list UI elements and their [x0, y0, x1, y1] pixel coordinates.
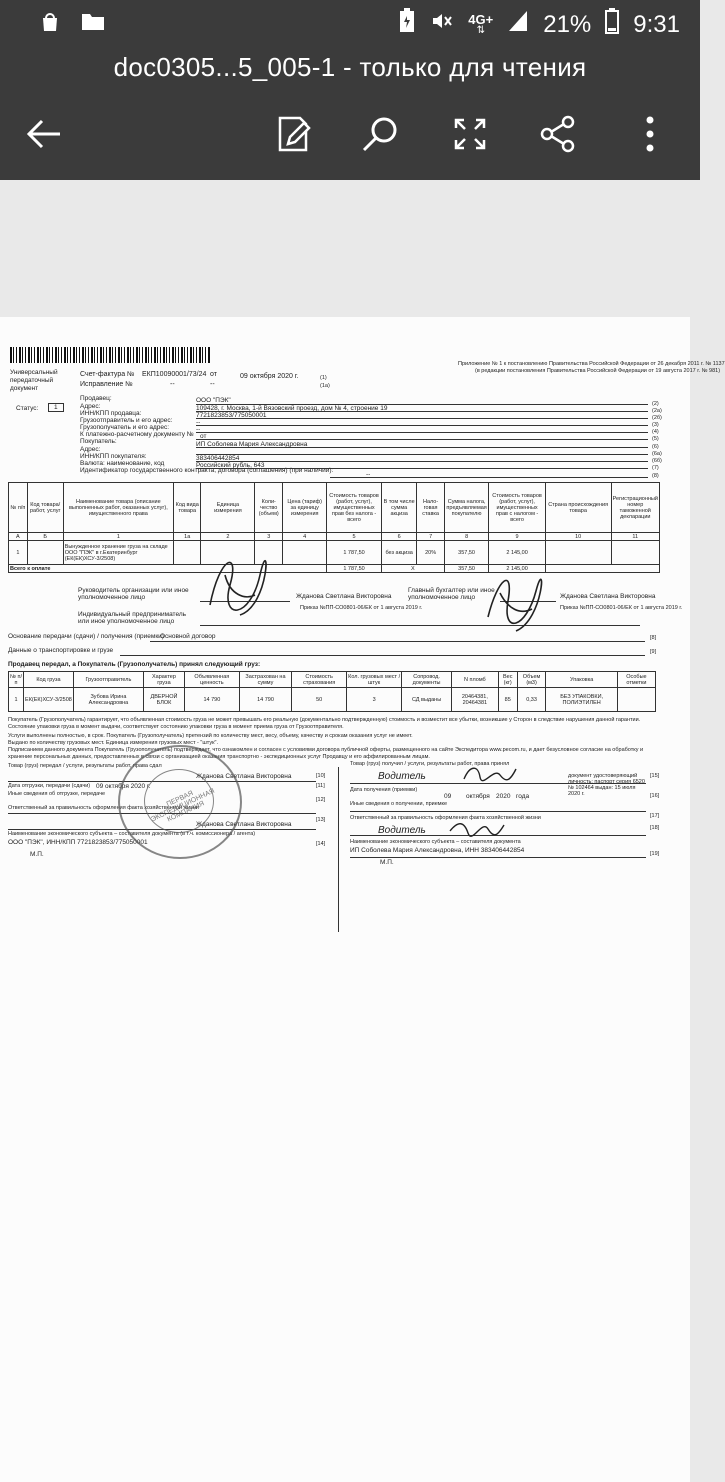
col-num-7: 7: [417, 533, 444, 541]
cargo-nature: ДВЕРНОЙ БЛОК: [143, 688, 184, 712]
cargo-volume: 0,33: [517, 688, 546, 712]
col-num-8: 8: [444, 533, 489, 541]
app-bar: [0, 46, 700, 180]
responsible-right: Ответственный за правильность оформления факта хозяйственной жизни: [350, 815, 541, 821]
th-price: Цена (тариф) за единицу измерения: [283, 483, 327, 533]
code-18: [18]: [650, 825, 660, 831]
correction-value: --: [170, 381, 175, 388]
cargo-th-places: Кол. грузовых мест / штук: [348, 673, 401, 686]
stamp-text: ПЕРВАЯ ЭКСПЕДИЦИОННАЯ КОМПАНИЯ: [150, 787, 216, 824]
total-tax: 357,50: [444, 565, 489, 573]
col-num-2: 2: [201, 533, 255, 541]
cargo-th-code: Код груза: [24, 672, 74, 688]
col-num-1a: 1а: [174, 533, 201, 541]
received-label: Товар (груз) получил / услуги, результаты работ, права принял: [350, 761, 510, 767]
search-button[interactable]: [358, 112, 402, 156]
order-right: Приказ №ПП-СО0801-06/ЕК от 1 августа 2019 г.: [560, 605, 683, 611]
network-4g-icon: 4G+ ⇅: [468, 11, 494, 36]
inn-label: ИНН/КПП продавца:: [80, 410, 142, 417]
row-amount: 1 787,50: [327, 541, 382, 565]
total-x: X: [381, 565, 444, 573]
entity-right-value: ИП Соболева Мария Александровна, ИНН 383406442854: [350, 847, 525, 854]
status-bar: [0, 0, 700, 46]
more-options-button[interactable]: [628, 112, 672, 156]
order-left: Приказ №ПП-СО0801-06/ЕК от 1 августа 2019 г.: [300, 605, 423, 611]
cargo-th-insurance: Стоимость страхования: [292, 672, 347, 688]
cargo-packing: БЕЗ УПАКОВКИ, ПОЛИЭТИЛЕН: [546, 688, 617, 712]
battery-icon: [605, 8, 619, 41]
col-num-10: 10: [545, 533, 611, 541]
buyer-inn-value: 383406442854: [196, 455, 240, 462]
row-excise: без акциза: [381, 541, 417, 565]
cargo-docs: СД выданы: [402, 688, 452, 712]
code-1a: (1а): [320, 383, 330, 389]
cargo-th-declared: Объявленная ценность: [184, 672, 239, 688]
document-title: doc0305...5_005-1 - только для чтения: [113, 52, 587, 82]
document-page: [0, 317, 725, 1482]
entity-left-label: Наименование экономического субъекта – составителя документа (в т.ч. комиссионера / агента): [8, 831, 256, 837]
line-code-2b: (2б): [652, 415, 662, 421]
code-13: [13]: [316, 817, 326, 823]
buyer-address-label: Адрес:: [80, 446, 101, 453]
total-label: Всего к оплате: [9, 565, 327, 573]
cargo-th-seals: N пломб: [452, 672, 499, 688]
folder-icon: [80, 10, 106, 39]
code-19: [19]: [650, 851, 660, 857]
passport-note: документ удостоверяющий личность: паспорт серия 6520 № 102464 выдан: 15 июля 2020 г.: [568, 773, 645, 797]
correction-label: Исправление №: [80, 381, 133, 388]
code-11: [11]: [316, 783, 325, 789]
entity-left-value: ООО "ПЭК", ИНН/КПП 7721823853/775050001: [8, 839, 148, 846]
cargo-weight: 85: [498, 688, 517, 712]
table-row: [9, 541, 660, 565]
signature-receiver-1: [460, 763, 520, 785]
th-amount: Стоимость товаров (работ, услуг), имущественных прав без налога - всего: [327, 483, 382, 533]
col-num-6: 6: [381, 533, 417, 541]
row-name: Вынужденное хранение груза на складе ООО "ПЭК" в г.Екатеринбург (ЕК(ЕК)ХСУ-3/2508): [63, 541, 173, 565]
code-1: (1): [320, 375, 327, 381]
row-total: 2 145,00: [489, 541, 545, 565]
total-row: [9, 565, 660, 573]
buyer-value: ИП Соболева Мария Александровна: [196, 441, 308, 448]
line-code-2a: (2а): [652, 408, 662, 414]
row-tax: 357,50: [444, 541, 489, 565]
code-12: [12]: [316, 797, 326, 803]
cargo-heading: Продавец передал, а Покупатель (Грузополучатель) принял следующий груз:: [8, 661, 261, 668]
invoice-label: Счет-фактура №: [80, 371, 135, 378]
doc-type: Универсальный передаточный документ: [10, 369, 58, 392]
inn-value: 7721823853/775050001: [196, 412, 267, 419]
left-signer-name-2: Жданова Светлана Викторовна: [196, 821, 292, 828]
other-shipment-info: Иные сведения об отгрузке, передаче: [8, 791, 106, 797]
correction-from: --: [210, 381, 215, 388]
consignee-label: Грузополучатель и его адрес:: [80, 424, 170, 431]
total-sum: 2 145,00: [489, 565, 545, 573]
receipt-date-suffix: года: [516, 793, 530, 800]
seller-value: ООО "ПЭК": [196, 397, 231, 404]
line-code-4: (4): [652, 429, 659, 435]
head-label: Руководитель организации или иное уполномоченное лицо: [78, 587, 189, 601]
transfer-basis-value: Основной договор: [160, 633, 216, 640]
col-num-b: Б: [27, 533, 63, 541]
cargo-th-notes: Особые отметки: [617, 672, 655, 688]
back-button[interactable]: [22, 112, 66, 156]
cargo-th-volume: Объем (м3): [517, 672, 546, 688]
edit-button[interactable]: [272, 112, 316, 156]
responsible-left: Ответственный за правильность оформления факта хозяйственной жизни: [8, 805, 199, 811]
fullscreen-button[interactable]: [448, 112, 492, 156]
cargo-places: 3: [347, 688, 402, 712]
code-15: [15]: [650, 773, 660, 779]
legal-text-5: Товар (груз) передал / услуги, результаты работ, права сдал: [8, 763, 162, 769]
gov-id-label: Идентификатор государственного контракта, договора (соглашения) (при наличии):: [80, 467, 334, 474]
th-decl: Регистрационный номер таможенной декларации: [611, 483, 659, 533]
entity-right-label: Наименование экономического субъекта – составителя документа: [350, 839, 521, 845]
line-code-2: (2): [652, 401, 659, 407]
barcode: [10, 347, 210, 363]
battery-percent: 21%: [543, 10, 592, 38]
header-note-1: Приложение № 1 к постановлению Правительства Российской Федерации от 26 декабря 2011 г. № 1137: [458, 361, 725, 367]
currency-label: Валюта: наименование, код: [80, 460, 165, 467]
mp-left: М.П.: [30, 851, 44, 858]
col-num-4: 4: [283, 533, 327, 541]
status-label: Статус:: [16, 405, 39, 412]
th-unit: Единица измерения: [201, 483, 255, 533]
cargo-num: 1: [9, 688, 24, 712]
edit-icon: [272, 112, 316, 156]
cargo-code: ЕК(ЕК)ХСУ-3/2508: [24, 688, 74, 712]
transport-label: Данные о транспортировке и грузе: [8, 647, 114, 654]
code-16: [16]: [650, 793, 660, 799]
cargo-th-packing: Упаковка: [546, 672, 617, 688]
other-receipt-info: Иные сведения о получении, приемке: [350, 801, 448, 807]
consignor-value: --: [196, 419, 201, 426]
th-tax: Сумма налога, предъявляемая покупателю: [444, 483, 489, 533]
line-code-6a: (6а): [652, 451, 662, 457]
th-code: Код товара/ работ, услуг: [27, 483, 63, 533]
col-num-11: 11: [611, 533, 659, 541]
entrepreneur-label: Индивидуальный предприниматель или иное уполномоченное лицо: [78, 611, 187, 625]
search-icon: [358, 112, 402, 156]
payment-doc-label: К платежно-расчетному документу №: [80, 431, 194, 438]
th-country: Страна происхождения товара: [545, 483, 611, 533]
fullscreen-icon: [448, 112, 492, 156]
cargo-th-consignor: Грузоотправитель: [73, 672, 143, 688]
code-9: [9]: [650, 649, 657, 655]
payment-doc-value: от: [200, 433, 207, 440]
handwritten-driver-2: Водитель: [378, 825, 426, 836]
status-value: 1: [48, 403, 64, 412]
share-icon: [536, 112, 580, 156]
cargo-declared: 14 790: [184, 688, 239, 712]
signer-name-right: Жданова Светлана Викторовна: [560, 593, 656, 600]
signature-left: [200, 545, 280, 625]
cargo-insurance: 50: [292, 688, 347, 712]
row-num: 1: [9, 541, 28, 565]
row-rate: 20%: [417, 541, 444, 565]
mute-icon: [430, 9, 454, 40]
address-label: Адрес:: [80, 403, 101, 410]
th-num: № п/п: [9, 483, 28, 533]
th-excise: В том числе сумма акциза: [381, 483, 417, 533]
legal-text-3: Выдано по количеству грузовых мест. Единица измерения грузовых мест - "штук".: [8, 740, 218, 746]
col-num-5: 5: [327, 533, 382, 541]
receipt-date-year: 2020: [496, 793, 511, 800]
share-button[interactable]: [536, 112, 580, 156]
cargo-th-docs: Сопровод. документы: [402, 672, 452, 688]
signal-icon: [507, 9, 529, 40]
invoice-table: [8, 482, 660, 573]
th-qty: Коли-чество (объем): [255, 483, 283, 533]
th-name: Наименование товара (описание выполненных работ, оказанных услуг), имущественного права: [63, 483, 173, 533]
cargo-table: [8, 671, 656, 712]
cargo-th-nature: Характер груза: [143, 672, 184, 688]
company-stamp-inner-ring: [144, 769, 214, 833]
currency-value: Российский рубль, 643: [196, 462, 265, 469]
invoice-from-label: от: [210, 371, 217, 378]
line-code-6b: (6б): [652, 458, 662, 464]
receipt-date-day: 09: [444, 793, 452, 800]
legal-text-1: Покупатель (Грузополучатель) гарантирует, что объявленная стоимость груза не может превышать его реальную (документально подтвержденную) стоимость и возместит все убытки, возникшие у Сторон в следствие нарушения данной гарантии. Состояние упаковки груза в момент выдачи, соответствует состоянию упаковки груза в момент приема груза от Грузоотправителя.: [8, 717, 641, 730]
consignee-value: --: [196, 426, 201, 433]
mp-right: М.П.: [380, 859, 394, 866]
gov-id-value: --: [366, 471, 371, 478]
col-num-3: 3: [255, 533, 283, 541]
col-num-a: А: [9, 533, 28, 541]
receipt-date-month: октября: [466, 793, 490, 800]
signer-name-left: Жданова Светлана Викторовна: [296, 593, 392, 600]
invoice-date: 09 октября 2020 г.: [240, 373, 299, 380]
line-code-7: (7): [652, 465, 659, 471]
col-num-9: 9: [489, 533, 545, 541]
more-icon: [628, 112, 672, 156]
shipment-date-label: Дата отгрузки, передачи (сдачи): [8, 783, 91, 789]
clock: 9:31: [633, 10, 680, 38]
buyer-inn-label: ИНН/КПП покупателя:: [80, 453, 147, 460]
receipt-date-label: Дата получения (приемки): [350, 787, 418, 793]
shopping-bag-icon: [38, 10, 62, 39]
code-14: [14]: [316, 841, 326, 847]
total-amount: 1 787,50: [327, 565, 382, 573]
code-8: [8]: [650, 635, 657, 641]
cargo-seals: 20464381, 20464381: [452, 688, 499, 712]
battery-saver-icon: [398, 8, 416, 41]
seller-label: Продавец:: [80, 395, 112, 402]
handwritten-driver-1: Водитель: [378, 771, 426, 782]
code-10: [10]: [316, 773, 326, 779]
code-17: [17]: [650, 813, 660, 819]
cargo-th-insured: Застрахован на сумму: [239, 672, 291, 688]
transfer-basis-label: Основание передачи (сдачи) / получения (приемки): [8, 633, 164, 640]
invoice-number: ЕКП10090001/73/24: [142, 371, 207, 378]
chief-accountant-label: Главный бухгалтер или иное уполномоченное лицо: [408, 587, 495, 601]
th-kind: Код вида товара: [174, 483, 201, 533]
header-note-2: (в редакции постановления Правительства Российской Федерации от 19 августа 2017 г. № 981): [475, 368, 721, 374]
legal-text-4: Подписанием данного документа Покупатель (Грузополучатель) подтверждает, что ознакомлен и согласен с условиями договора публичной оферты, размещенного на сайте Экспедитора www.pecom.ru, и дает безусловное согласие на обработку и хранение персональных данных, предоставленных в связи с организацией оказания транспортно - экспедиционных услуг Продавцу и его аффилированным лицам.: [8, 747, 644, 760]
signature-receiver-2: [446, 817, 506, 839]
cargo-th-num: № п/п: [10, 673, 22, 686]
th-total: Стоимость товаров (работ, услуг), имущественных прав с налогом - всего: [489, 483, 545, 533]
table-row: [9, 688, 656, 712]
cargo-consignor: Зубова Ирина Александровна: [73, 688, 143, 712]
line-code-6: (6): [652, 444, 659, 450]
signature-right: [480, 557, 550, 637]
col-num-1: 1: [63, 533, 173, 541]
address-value: 109428, г. Москва, 1-й Вязовский проезд, дом № 4, строение 19: [196, 405, 388, 412]
shipment-date-value: 09 октября 2020 г.: [96, 783, 151, 790]
back-icon: [22, 112, 66, 156]
buyer-label: Покупатель:: [80, 438, 117, 445]
line-code-3: (3): [652, 422, 659, 428]
line-code-5: (5): [652, 436, 659, 442]
document-viewport[interactable]: [0, 180, 725, 1439]
consignor-label: Грузоотправитель и его адрес:: [80, 417, 173, 424]
th-rate: Нало-говая ставка: [417, 483, 444, 533]
left-signer-name: Жданова Светлана Викторовна: [196, 773, 292, 780]
cargo-th-weight: Вес (кг): [498, 672, 517, 688]
legal-text-2: Услуги выполнены полностью, в срок. Покупатель (Грузополучатель) претензий по количеству мест, весу, объему, качеству и срокам оказания услуг не имеет.: [8, 733, 413, 739]
cargo-insured: 14 790: [239, 688, 291, 712]
line-code-8: (8): [652, 473, 659, 479]
